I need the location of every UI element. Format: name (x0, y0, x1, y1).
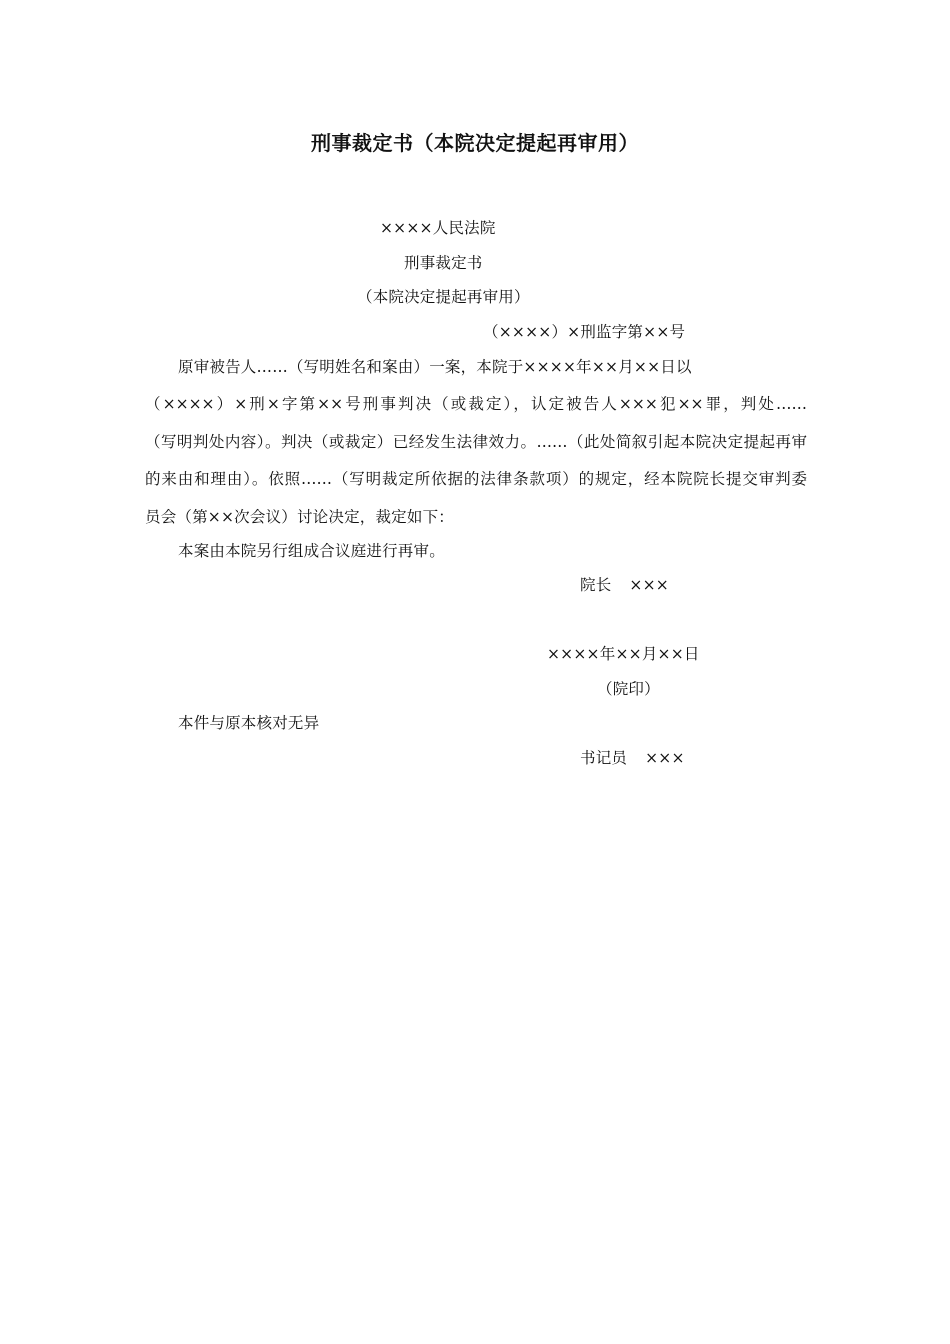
document-title: 刑事裁定书（本院决定提起再审用） (311, 131, 639, 155)
court-name: ××××人民法院 (380, 219, 496, 237)
ruling-text: 本案由本院另行组成合议庭进行再审。 (178, 542, 445, 560)
clerk-name: ××× (645, 749, 685, 767)
court-seal: （院印） (597, 680, 660, 698)
body-line-5: 员会（第××次会议）讨论决定，裁定如下： (145, 508, 454, 526)
certification-note: 本件与原本核对无异 (178, 714, 320, 732)
president-name: ××× (629, 576, 669, 594)
doc-subtype: （本院决定提起再审用） (357, 288, 530, 306)
president-label: 院长 (580, 576, 612, 594)
case-number: （××××）×刑监字第××号 (483, 323, 686, 341)
body-line-4: 的来由和理由）。依照……（写明裁定所依据的法律条款项）的规定，经本院院长提交审判委 (145, 470, 807, 488)
clerk-signature (580, 748, 685, 768)
doc-type: 刑事裁定书 (404, 254, 483, 272)
body-line-2: （××××）×刑×字第××号刑事判决（或裁定），认定被告人×××犯××罪，判处…… (145, 395, 807, 413)
body-line-1: 原审被告人……（写明姓名和案由）一案，本院于××××年××月××日以 (178, 358, 692, 376)
document-date: ××××年××月××日 (547, 645, 700, 663)
body-line-3: （写明判处内容）。判决（或裁定）已经发生法律效力。……（此处简叙引起本院决定提起再审 (145, 433, 807, 451)
clerk-label: 书记员 (580, 749, 628, 767)
president-signature (580, 575, 669, 595)
